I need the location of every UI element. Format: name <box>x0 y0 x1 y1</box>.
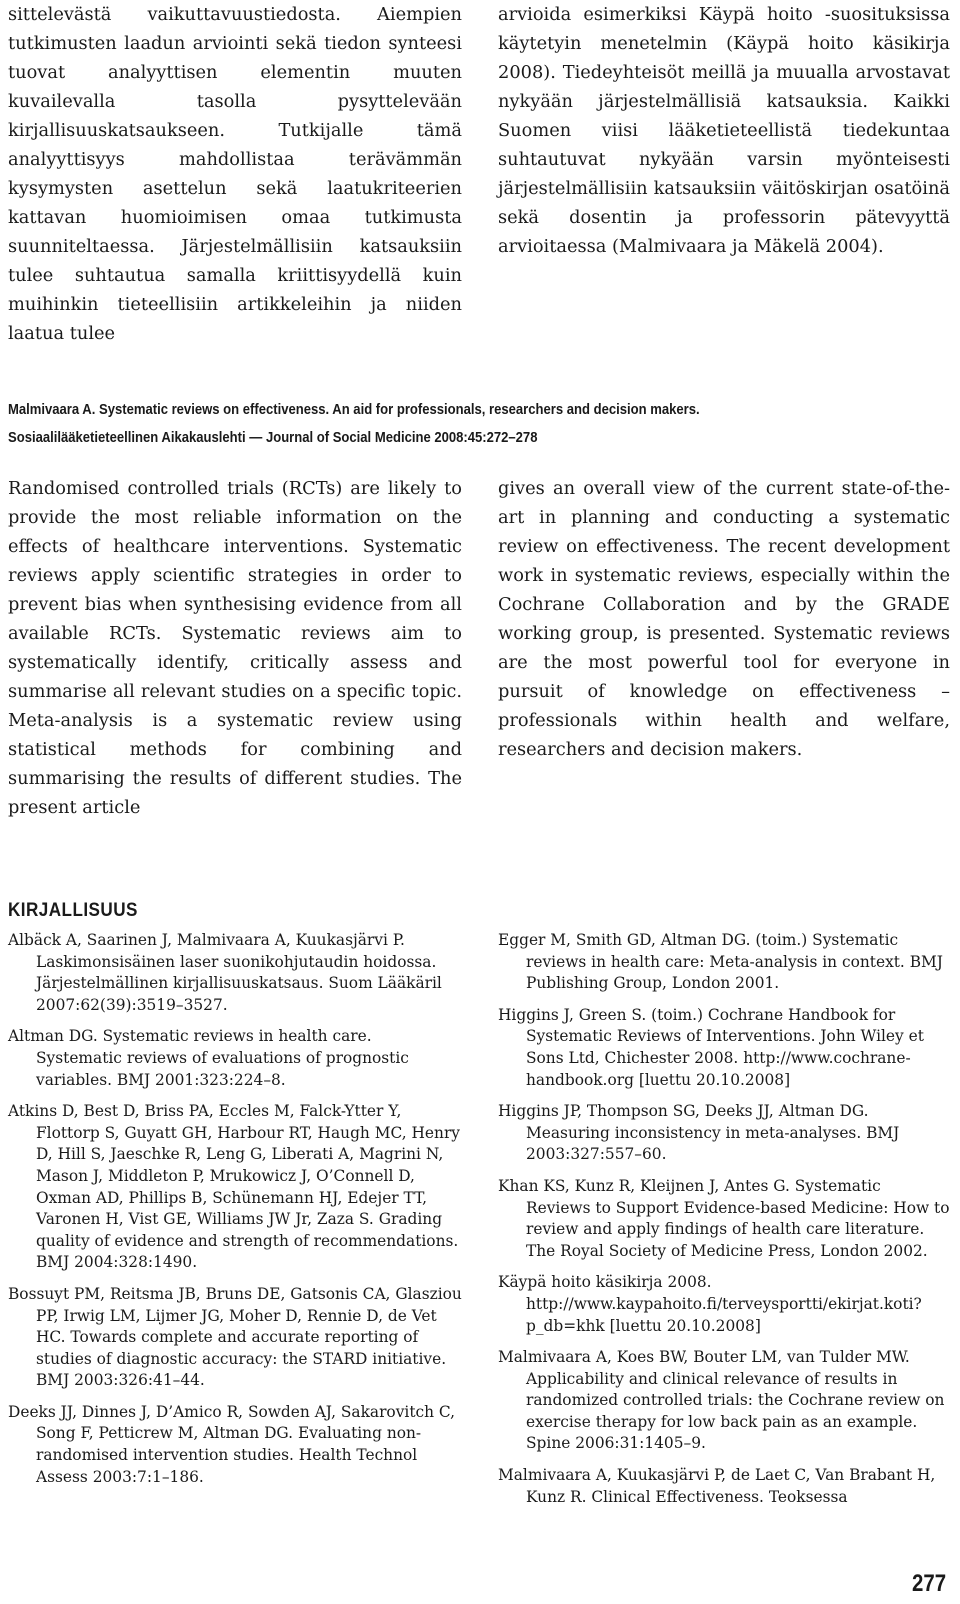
page-number: 277 <box>911 1570 946 1597</box>
reference-item: Khan KS, Kunz R, Kleijnen J, Antes G. Systematic Reviews to Support Evidence-based Medicine: How to review and apply findings of health care literature. The Royal Society of Medicine Press, London 2002. <box>498 1176 950 1260</box>
abstract-citation-line-1: Malmivaara A. Systematic reviews on effectiveness. An aid for professionals, researchers and decision makers. <box>8 401 700 418</box>
abstract-paragraph-right: gives an overall view of the current state-of-the-art in planning and conducting a systematic review on effectiveness. The recent development work in systematic reviews, especially within the Cochrane Collaboration and by the GRADE working group, is presented. Systematic reviews are the most powerful tool for everyone in pursuit of knowledge on effectiveness – professionals within health and welfare, researchers and decision makers. <box>498 478 950 760</box>
reference-item: Higgins JP, Thompson SG, Deeks JJ, Altman DG. Measuring inconsistency in meta-analyses. BMJ 2003:327:557–60. <box>498 1102 900 1164</box>
reference-item: Egger M, Smith GD, Altman DG. (toim.) Systematic reviews in health care: Meta-analysis in context. BMJ Publishing Group, London 2001. <box>498 931 943 993</box>
references-heading: KIRJALLISUUS <box>8 900 138 921</box>
reference-item: Malmivaara A, Kuukasjärvi P, de Laet C, Van Brabant H, Kunz R. Clinical Effectiveness. Teoksessa <box>498 1466 936 1506</box>
reference-item: Bossuyt PM, Reitsma JB, Bruns DE, Gatsonis CA, Glasziou PP, Irwig LM, Lijmer JG, Moher D, Rennie D, de Vet HC. Towards complete and accurate reporting of studies of diagnostic accuracy: the STARD initiative. BMJ 2003:326:41–44. <box>8 1284 462 1390</box>
abstract-column-right <box>498 474 950 764</box>
abstract-column-left <box>8 474 462 822</box>
references-column-left <box>8 930 462 1498</box>
reference-item: Albäck A, Saarinen J, Malmivaara A, Kuukasjärvi P. Laskimonsisäinen laser suonikohjutaudin hoidossa. Järjestelmällinen kirjallisuuskatsaus. Suom Lääkäril 2007:62(39):3519–3527. <box>8 931 442 1014</box>
references-column-right <box>498 930 950 1518</box>
abstract-paragraph-left: Randomised controlled trials (RCTs) are likely to provide the most reliable information on the effects of healthcare interventions. Systematic reviews apply scientific strategies in order to prevent bias when synthesising evidence from all available RCTs. Systematic reviews aim to systematically identify, critically assess and summarise all relevant studies on a specific topic. Meta-analysis is a systematic review using statistical methods for combining and summarising the results of different studies. The present article <box>8 478 462 818</box>
reference-item: Käypä hoito käsikirja 2008. http://www.kaypahoito.fi/terveysportti/ekirjat.koti?p_db=khk [luettu 20.10.2008] <box>498 1273 922 1335</box>
intro-column-right <box>498 0 950 261</box>
intro-column-left <box>8 0 462 348</box>
intro-paragraph-left: sittelevästä vaikuttavuustiedosta. Aiempien tutkimusten laadun arviointi sekä tiedon synteesi tuovat analyyttisen elementin muuten kuvailevalla tasolla pysyttelevään kirjallisuuskatsaukseen. Tutkijalle tämä analyyttisyys mahdollistaa terävämmän kysymysten asettelun sekä laatukriteerien kattavan huomioimisen omaa tutkimusta suunniteltaessa. Järjestelmällisiin katsauksiin tulee suhtautua samalla kriittisyydellä kuin muihinkin tieteellisiin artikkeleihin ja niiden laatua tulee <box>8 4 462 344</box>
reference-item: Malmivaara A, Koes BW, Bouter LM, van Tulder MW. Applicability and clinical relevance of results in randomized controlled trials: the Cochrane review on exercise therapy for low back pain as an example. Spine 2006:31:1405–9. <box>498 1348 945 1453</box>
reference-item: Deeks JJ, Dinnes J, D’Amico R, Sowden AJ, Sakarovitch C, Song F, Petticrew M, Altman DG. Evaluating non-randomised intervention studies. Health Technol Assess 2003:7:1–186. <box>8 1402 456 1486</box>
abstract-citation <box>8 396 816 452</box>
reference-item: Higgins J, Green S. (toim.) Cochrane Handbook for Systematic Reviews of Interventions. John Wiley et Sons Ltd, Chichester 2008. http://www.cochrane-handbook.org [luettu 20.10.2008] <box>498 1005 924 1089</box>
abstract-citation-line-2: Sosiaalilääketieteellinen Aikakauslehti — Journal of Social Medicine 2008:45:272–278 <box>8 429 538 446</box>
intro-paragraph-right: arvioida esimerkiksi Käypä hoito -suosituksissa käytetyin menetelmin (Käypä hoito käsikirja 2008). Tiedeyhteisöt meillä ja muualla arvostavat nykyään järjestelmällisiä katsauksia. Kaikki Suomen viisi lääketieteellistä tiedekuntaa suhtautuvat nykyään varsin myönteisesti järjestelmällisiin katsauksiin väitöskirjan osatöinä sekä dosentin ja professorin pätevyyttä arvioitaessa (Malmivaara ja Mäkelä 2004). <box>498 4 950 257</box>
reference-item: Atkins D, Best D, Briss PA, Eccles M, Falck-Ytter Y, Flottorp S, Guyatt GH, Harbour RT, Haugh MC, Henry D, Hill S, Jaeschke R, Leng G, Liberati A, Magrini N, Mason J, Middleton P, Mrukowicz J, O’Connell D, Oxman AD, Phillips B, Schünemann HJ, Edejer TT, Varonen H, Vist GE, Williams JW Jr, Zaza S. Grading quality of evidence and strength of recommendations. BMJ 2004:328:1490. <box>8 1102 460 1272</box>
reference-item: Altman DG. Systematic reviews in health care. Systematic reviews of evaluations of prognostic variables. BMJ 2001:323:224–8. <box>8 1027 409 1089</box>
